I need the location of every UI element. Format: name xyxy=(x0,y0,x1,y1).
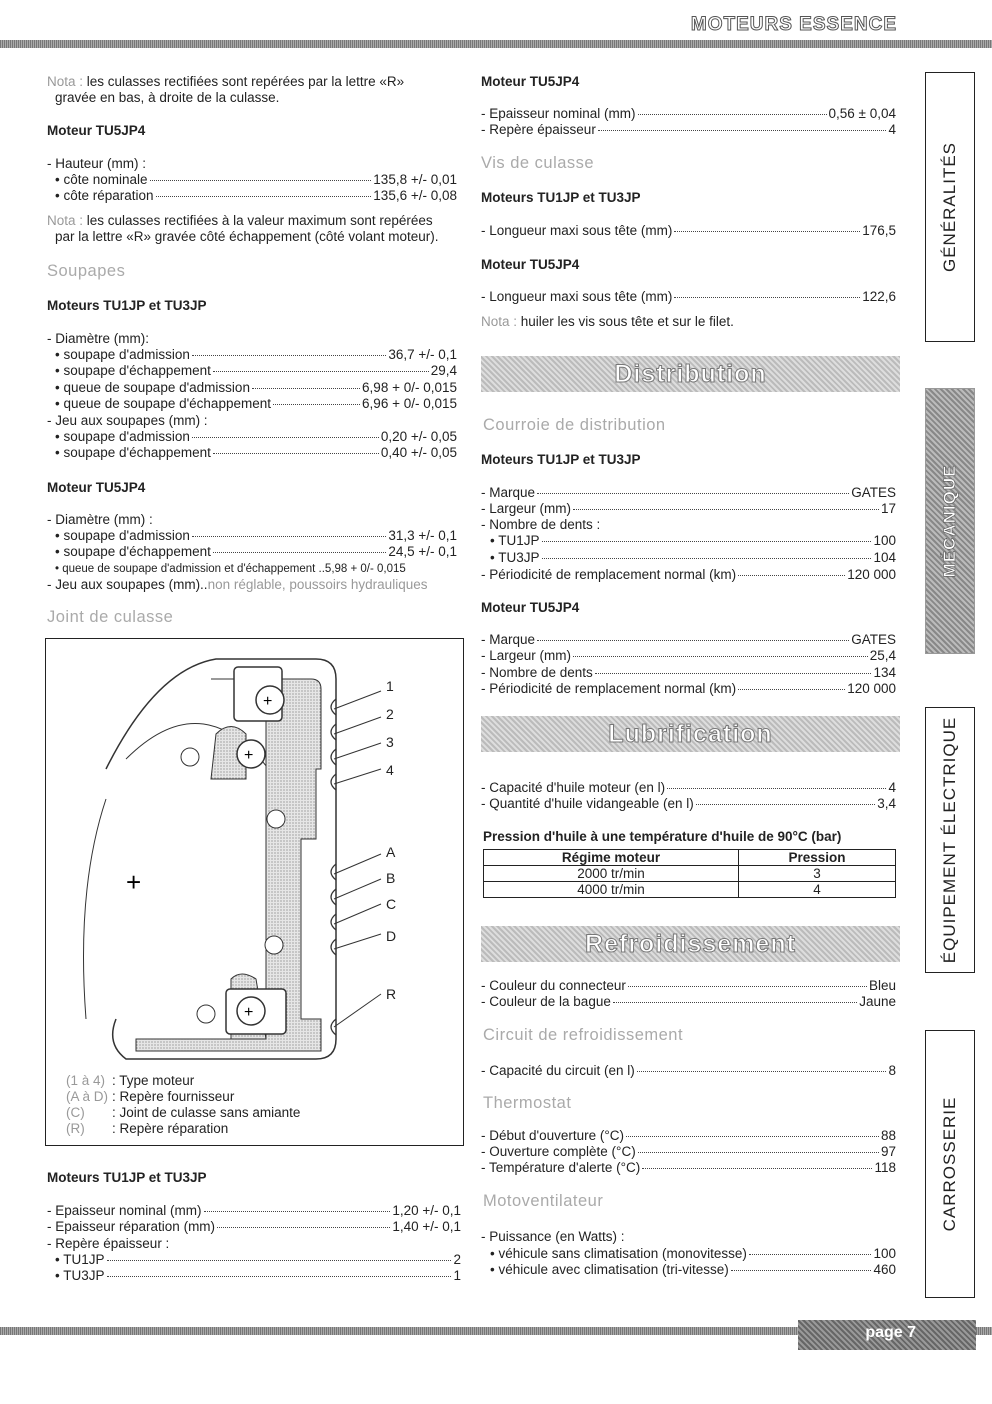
spec-row: - Jeu aux soupapes (mm).. non réglable, poussoirs hydrauliques xyxy=(47,577,428,592)
nota-line: Nota : huiler les vis sous tête et sur le filet. xyxy=(481,314,734,329)
section-heading: Moteurs TU1JP et TU3JP xyxy=(47,1170,207,1185)
nota-line: gravée en bas, à droite de la culasse. xyxy=(55,90,280,105)
section-title: Joint de culasse xyxy=(47,608,174,626)
spec-row: • côte réparation 135,6 +/- 0,08 xyxy=(55,188,457,203)
banner-distribution xyxy=(481,356,900,392)
section-title: Vis de culasse xyxy=(481,154,595,172)
table-row xyxy=(484,866,896,882)
diagram-label: D xyxy=(386,928,397,944)
spec-row: - Capacité du circuit (en l) 8 xyxy=(481,1063,896,1078)
table-cell: 3 xyxy=(739,866,896,882)
nota-line: par la lettre «R» gravée côté échappement (côté volant moteur). xyxy=(55,229,439,244)
legend-item: (1 à 4) : Type moteur xyxy=(66,1073,195,1088)
spec-label: - Hauteur (mm) : xyxy=(47,156,147,171)
table-title: Pression d'huile à une température d'huile de 90°C (bar) xyxy=(483,829,842,844)
tab-label: CARROSSERIE xyxy=(940,1096,959,1232)
table-cell: 2000 tr/min xyxy=(484,866,739,882)
page-title: MOTEURS ESSENCE xyxy=(690,14,897,35)
spec-row: - Début d'ouverture (°C) 88 xyxy=(481,1128,896,1143)
spec-row: • soupape d'admission 0,20 +/- 0,05 xyxy=(55,429,457,444)
spec-row: • soupape d'admission 36,7 +/- 0,1 xyxy=(55,347,457,362)
svg-text:+: + xyxy=(126,867,142,897)
page-number-badge xyxy=(798,1320,976,1350)
spec-row: - Longueur maxi sous tête (mm) 176,5 xyxy=(481,223,896,238)
spec-row: • queue de soupape d'admission 6,98 + 0/- 0,015 xyxy=(55,380,457,395)
section-heading: Moteurs TU1JP et TU3JP xyxy=(47,298,207,313)
spec-row: - Epaisseur nominal (mm) 1,20 +/- 0,1 xyxy=(47,1203,461,1218)
spec-label: - Diamètre (mm) : xyxy=(47,512,153,527)
table-header-row xyxy=(484,850,896,866)
tab-mecanique[interactable] xyxy=(925,388,975,654)
table-header: Régime moteur xyxy=(484,850,739,866)
section-heading: Moteurs TU1JP et TU3JP xyxy=(481,190,641,205)
spec-row: - Nombre de dents 134 xyxy=(481,665,896,680)
diagram-label: 1 xyxy=(386,678,394,694)
legend-item: (A à D) : Repère fournisseur xyxy=(66,1089,235,1104)
section-title: Thermostat xyxy=(483,1094,572,1112)
spec-row: - Marque GATES xyxy=(481,485,896,500)
tab-generalites[interactable] xyxy=(925,72,975,342)
section-heading: Moteur TU5JP4 xyxy=(481,257,580,272)
spec-row: - Epaisseur nominal (mm) 0,56 ± 0,04 xyxy=(481,106,896,121)
spec-row: - Longueur maxi sous tête (mm) 122,6 xyxy=(481,289,896,304)
section-heading: Moteur TU5JP4 xyxy=(47,480,146,495)
tab-equipement-electrique[interactable] xyxy=(925,707,975,973)
spec-row: • queue de soupape d'échappement 6,96 + 0/- 0,015 xyxy=(55,396,457,411)
svg-text:+: + xyxy=(244,747,254,764)
spec-row: • soupape d'admission 31,3 +/- 0,1 xyxy=(55,528,457,543)
spec-label: - Diamètre (mm): xyxy=(47,331,149,346)
spec-row: - Périodicité de remplacement normal (km) 120 000 xyxy=(481,681,896,696)
tab-label: GÉNÉRALITÉS xyxy=(940,141,959,273)
tab-label: ÉQUIPEMENT ÉLECTRIQUE xyxy=(940,716,959,964)
gasket-diagram xyxy=(45,638,464,1146)
spec-row: - Couleur de la bague Jaune xyxy=(481,994,896,1009)
spec-row: - Ouverture complète (°C) 97 xyxy=(481,1144,896,1159)
table-cell: 4 xyxy=(739,882,896,898)
spec-label: - Jeu aux soupapes (mm) : xyxy=(47,413,208,428)
spec-row: • soupape d'échappement 0,40 +/- 0,05 xyxy=(55,445,457,460)
diagram-label: B xyxy=(386,870,396,886)
spec-row: • soupape d'échappement 29,4 xyxy=(55,363,457,378)
spec-row: • soupape d'échappement 24,5 +/- 0,1 xyxy=(55,544,457,559)
spec-row: • TU1JP 100 xyxy=(490,533,896,548)
table-header: Pression xyxy=(739,850,896,866)
section-title: Motoventilateur xyxy=(483,1192,604,1210)
spec-row: - Epaisseur réparation (mm) 1,40 +/- 0,1 xyxy=(47,1219,461,1234)
spec-row: • véhicule sans climatisation (monovitesse) 100 xyxy=(490,1246,896,1261)
nota-line: Nota : les culasses rectifiées à la valeur maximum sont repérées xyxy=(47,213,433,228)
spec-row: - Température d'alerte (°C) 118 xyxy=(481,1160,896,1175)
legend-item: (R) : Repère réparation xyxy=(66,1121,229,1136)
spec-row: - Couleur du connecteur Bleu xyxy=(481,978,896,993)
svg-text:+: + xyxy=(263,693,273,710)
spec-row: • TU1JP 2 xyxy=(55,1252,461,1267)
table-cell: 4000 tr/min xyxy=(484,882,739,898)
banner-refroidissement xyxy=(481,926,900,962)
section-title: Soupapes xyxy=(47,262,126,280)
section-title: Courroie de distribution xyxy=(483,416,666,434)
svg-text:+: + xyxy=(244,1004,254,1021)
banner-label: Refroidissement xyxy=(585,930,796,958)
spec-row: - Marque GATES xyxy=(481,632,896,647)
diagram-label: 3 xyxy=(386,734,394,750)
spec-label: - Repère épaisseur : xyxy=(47,1236,170,1251)
spec-label: - Puissance (en Watts) : xyxy=(481,1229,625,1244)
banner-label: Distribution xyxy=(614,360,767,388)
head-gasket-drawing xyxy=(46,639,463,1145)
spec-row: - Quantité d'huile vidangeable (en l) 3,4 xyxy=(481,796,896,811)
oil-pressure-table xyxy=(483,849,896,898)
section-title: Circuit de refroidissement xyxy=(483,1026,684,1044)
banner-label: Lubrification xyxy=(608,720,773,748)
spec-row: • TU3JP 1 xyxy=(55,1268,461,1283)
spec-row: - Capacité d'huile moteur (en l) 4 xyxy=(481,780,896,795)
spec-row: - Périodicité de remplacement normal (km) 120 000 xyxy=(481,567,896,582)
diagram-label: R xyxy=(386,986,397,1002)
spec-row: • TU3JP 104 xyxy=(490,550,896,565)
section-heading: Moteur TU5JP4 xyxy=(481,74,580,89)
table-row xyxy=(484,882,896,898)
banner-lubrification xyxy=(481,716,900,752)
diagram-label: C xyxy=(386,896,397,912)
spec-row: - Repère épaisseur 4 xyxy=(481,122,896,137)
diagram-label: A xyxy=(386,844,396,860)
spec-row: - Largeur (mm) 17 xyxy=(481,501,896,516)
header-bar xyxy=(0,40,992,48)
nota-line: Nota : les culasses rectifiées sont repérées par la lettre «R» xyxy=(47,74,405,89)
legend-item: (C) : Joint de culasse sans amiante xyxy=(66,1105,301,1120)
section-heading: Moteurs TU1JP et TU3JP xyxy=(481,452,641,467)
tab-label: MÉCANIQUE xyxy=(940,464,959,578)
diagram-label: 4 xyxy=(386,762,394,778)
spec-row: • côte nominale 135,8 +/- 0,01 xyxy=(55,172,457,187)
spec-row: • queue de soupape d'admission et d'échappement .. 5,98 + 0/- 0,015 xyxy=(55,563,406,575)
spec-row: - Largeur (mm) 25,4 xyxy=(481,648,896,663)
spec-label: - Nombre de dents : xyxy=(481,517,601,532)
section-heading: Moteur TU5JP4 xyxy=(481,600,580,615)
tab-carrosserie[interactable] xyxy=(925,1030,975,1298)
diagram-label: 2 xyxy=(386,706,394,722)
page-number: page 7 xyxy=(865,1324,916,1341)
section-heading: Moteur TU5JP4 xyxy=(47,123,146,138)
spec-row: • véhicule avec climatisation (tri-vitesse) 460 xyxy=(490,1262,896,1277)
